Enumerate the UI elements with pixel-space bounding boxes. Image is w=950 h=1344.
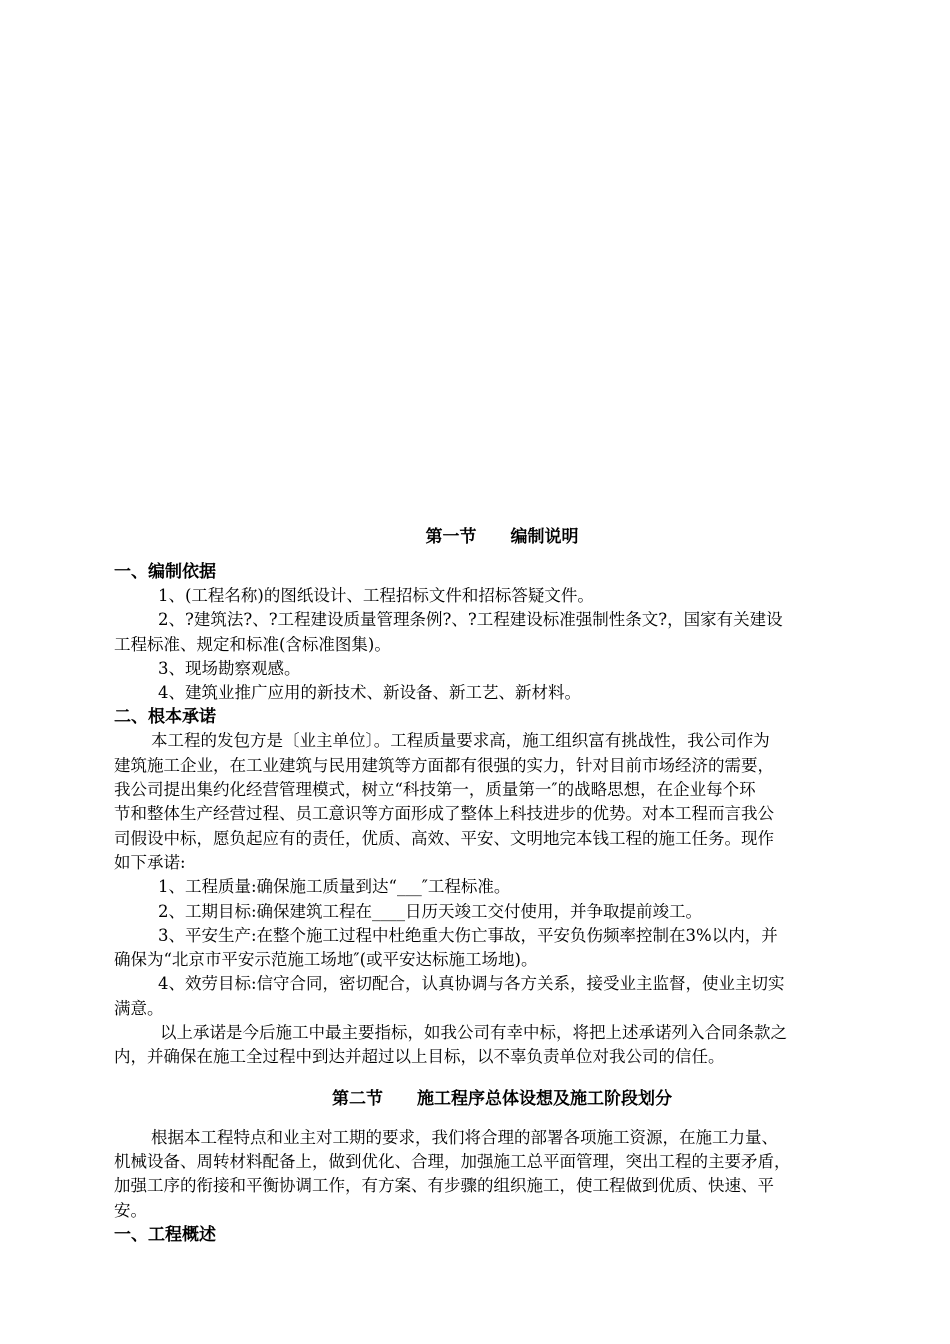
commitment-service-continued: 满意。 bbox=[114, 998, 164, 1018]
basis-item-2: 2、?建筑法?、?工程建设质量管理条例?、?工程建设标准强制性条文?，国家有关建设 bbox=[158, 610, 783, 630]
basis-item-1: 1、(工程名称)的图纸设计、工程招标文件和招标答疑文件。 bbox=[158, 586, 594, 605]
section-2-intro-line: 机械设备、周转材料配备上，做到优化、合理，加强施工总平面管理，突出工程的主要矛盾， bbox=[114, 1151, 791, 1171]
commitment-quality: 1、工程质量:确保施工质量到达“___″工程标准。 bbox=[158, 877, 511, 897]
page-content bbox=[114, 522, 890, 1247]
commitment-paragraph-line: 如下承诺: bbox=[114, 852, 186, 872]
commitment-paragraph-line: 司假设中标，愿负起应有的责任，优质、高效、平安、文明地完本钱工程的施工任务。现作 bbox=[114, 828, 774, 848]
section-2-title: 第二节 施工程序总体设想及施工阶段划分 bbox=[332, 1088, 672, 1109]
commitment-paragraph-line: 节和整体生产经营过程、员工意识等方面形成了整体上科技进步的优势。对本工程而言我公 bbox=[114, 804, 774, 824]
basis-item-3: 3、现场勘察观感。 bbox=[158, 658, 301, 678]
commitment-closing: 以上承诺是今后施工中最主要指标，如我公司有幸中标，将把上述承诺列入合同条款之 bbox=[160, 1023, 787, 1043]
commitment-safety-continued: 确保为“北京市平安示范施工场地″(或平安达标施工场地)。 bbox=[114, 950, 538, 970]
section-2-intro-line: 安。 bbox=[114, 1200, 147, 1220]
basis-heading: 一、编制依据 bbox=[114, 562, 216, 582]
commitment-paragraph-line: 本工程的发包方是〔业主单位〕。工程质量要求高，施工组织富有挑战性，我公司作为 bbox=[151, 731, 770, 751]
commitment-paragraph-line: 我公司提出集约化经营管理模式，树立“科技第一，质量第一″的战略思想，在企业每个环 bbox=[114, 780, 756, 800]
commitment-safety: 3、平安生产:在整个施工过程中杜绝重大伤亡事故，平安负伤频率控制在3%以内，并 bbox=[158, 925, 778, 945]
commitment-paragraph-line: 建筑施工企业，在工业建筑与民用建筑等方面都有很强的实力，针对目前市场经济的需要， bbox=[114, 755, 774, 775]
overview-heading: 一、工程概述 bbox=[114, 1224, 216, 1245]
commitment-schedule: 2、工期目标:确保建筑工程在____日历天竣工交付使用，并争取提前竣工。 bbox=[158, 901, 703, 921]
commitment-service: 4、效劳目标:信守合同，密切配合，认真协调与各方关系，接受业主监督，使业主切实 bbox=[158, 974, 785, 994]
section-1-title: 第一节 编制说明 bbox=[425, 527, 579, 547]
basis-item-4: 4、建筑业推广应用的新技术、新设备、新工艺、新材料。 bbox=[158, 683, 581, 703]
basis-item-2-continued: 工程标准、规定和标准(含标准图集)。 bbox=[114, 634, 391, 654]
section-2-intro-line: 根据本工程特点和业主对工期的要求，我们将合理的部署各项施工资源，在施工力量、 bbox=[151, 1127, 778, 1147]
commitment-heading: 二、根本承诺 bbox=[114, 707, 216, 728]
commitment-closing-continued: 内，并确保在施工全过程中到达并超过以上目标，以不辜负责单位对我公司的信任。 bbox=[114, 1047, 725, 1067]
section-2-intro-line: 加强工序的衔接和平衡协调工作，有方案、有步骤的组织施工，使工程做到优质、快速、平 bbox=[114, 1176, 774, 1196]
